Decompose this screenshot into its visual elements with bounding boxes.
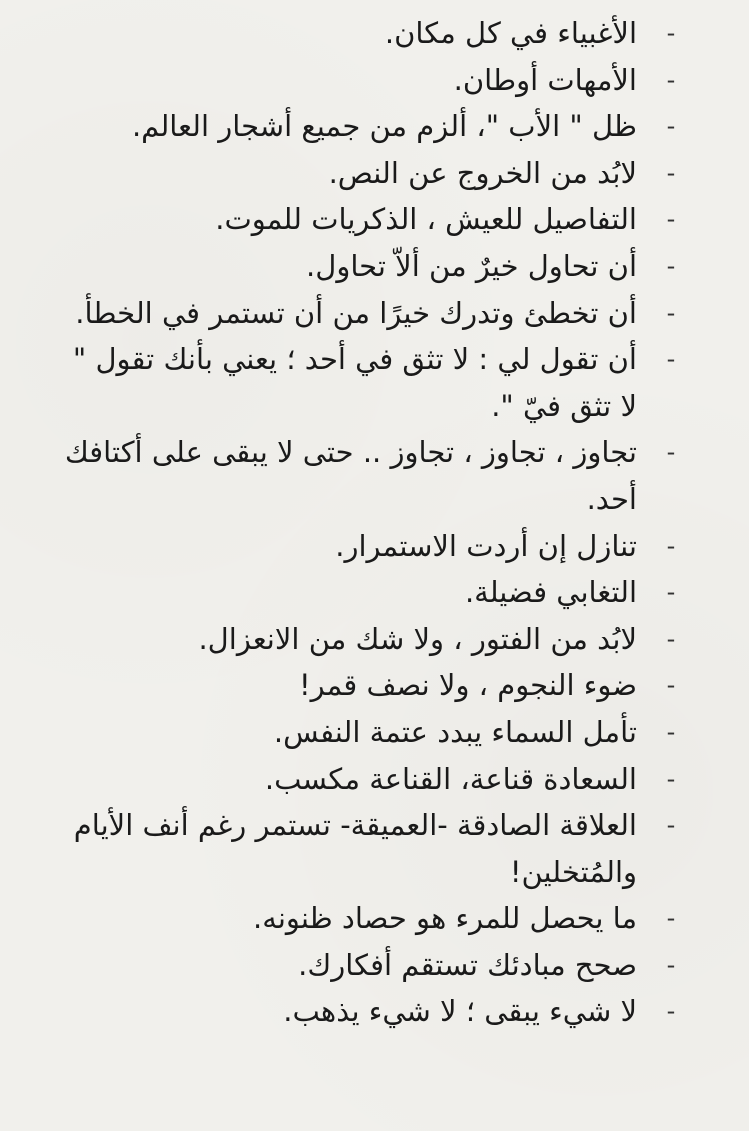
item-text: لابُد من الخروج عن النص. xyxy=(328,155,637,190)
item-text: ضوء النجوم ، ولا نصف قمر! xyxy=(298,668,637,703)
item-text: لابُد من الفتور ، ولا شك من الانعزال. xyxy=(198,621,637,656)
bullet-dash: - xyxy=(666,438,676,467)
list-item xyxy=(0,988,749,1035)
item-text: تنازل إن أردت الاستمرار. xyxy=(335,528,637,563)
list-item xyxy=(0,429,749,522)
bullet-dash: - xyxy=(666,19,676,47)
list-item xyxy=(0,57,749,104)
item-text: أن تحاول خيرٌ من ألاّ تحاول. xyxy=(306,248,637,283)
item-text: أن تخطئ وتدرك خيرًا من أن تستمر في الخطأ. xyxy=(75,295,637,330)
list-item xyxy=(0,196,749,243)
bullet-dash: - xyxy=(666,671,676,700)
list-item xyxy=(0,150,749,197)
item-text: ما يحصل للمرء هو حصاد ظنونه. xyxy=(253,901,637,936)
list-item xyxy=(0,10,749,57)
item-text: تجاوز ، تجاوز ، تجاوز .. حتى لا يبقى على أكتافك أحد. xyxy=(64,435,637,516)
bullet-dash: - xyxy=(666,950,676,979)
bullet-dash: - xyxy=(666,578,676,607)
list-item xyxy=(0,756,749,803)
list-item xyxy=(0,243,749,290)
bullet-dash: - xyxy=(666,112,676,141)
list-item xyxy=(0,802,749,895)
list-item xyxy=(0,616,749,663)
sayings-list xyxy=(0,10,749,1035)
item-text: أن تقول لي : لا تثق في أحد ؛ يعني بأنك تقول " لا تثق فيّ ". xyxy=(72,342,637,423)
item-text: التفاصيل للعيش ، الذكريات للموت. xyxy=(215,202,637,237)
list-item xyxy=(0,569,749,616)
item-text: لا شيء يبقى ؛ لا شيء يذهب. xyxy=(283,994,637,1029)
item-text: السعادة قناعة، القناعة مكسب. xyxy=(264,761,637,796)
list-item xyxy=(0,103,749,150)
bullet-dash: - xyxy=(666,717,676,746)
list-item xyxy=(0,523,749,570)
list-item xyxy=(0,290,749,337)
bullet-dash: - xyxy=(666,624,676,653)
item-text: ظل " الأب "، ألزم من جميع أشجار العالم. xyxy=(131,109,637,144)
list-item xyxy=(0,662,749,709)
item-text: الأمهات أوطان. xyxy=(453,62,637,97)
bullet-dash: - xyxy=(666,298,676,327)
bullet-dash: - xyxy=(666,65,676,94)
bullet-dash: - xyxy=(666,997,676,1026)
bullet-dash: - xyxy=(666,811,676,840)
bullet-dash: - xyxy=(666,158,676,187)
item-text: صحح مبادئك تستقم أفكارك. xyxy=(298,947,637,982)
bullet-dash: - xyxy=(666,904,676,933)
bullet-dash: - xyxy=(666,345,676,374)
bullet-dash: - xyxy=(666,205,676,234)
item-text: العلاقة الصادقة -العميقة- تستمر رغم أنف الأيام والمُتخلين! xyxy=(73,808,637,889)
item-text: تأمل السماء يبدد عتمة النفس. xyxy=(273,714,637,749)
item-text: التغابي فضيلة. xyxy=(464,575,637,610)
bullet-dash: - xyxy=(666,251,676,280)
list-item xyxy=(0,709,749,756)
bullet-dash: - xyxy=(666,764,676,793)
list-item xyxy=(0,942,749,989)
item-text: الأغبياء في كل مكان. xyxy=(384,16,637,50)
bullet-dash: - xyxy=(666,531,676,560)
list-item xyxy=(0,336,749,429)
list-item xyxy=(0,895,749,942)
